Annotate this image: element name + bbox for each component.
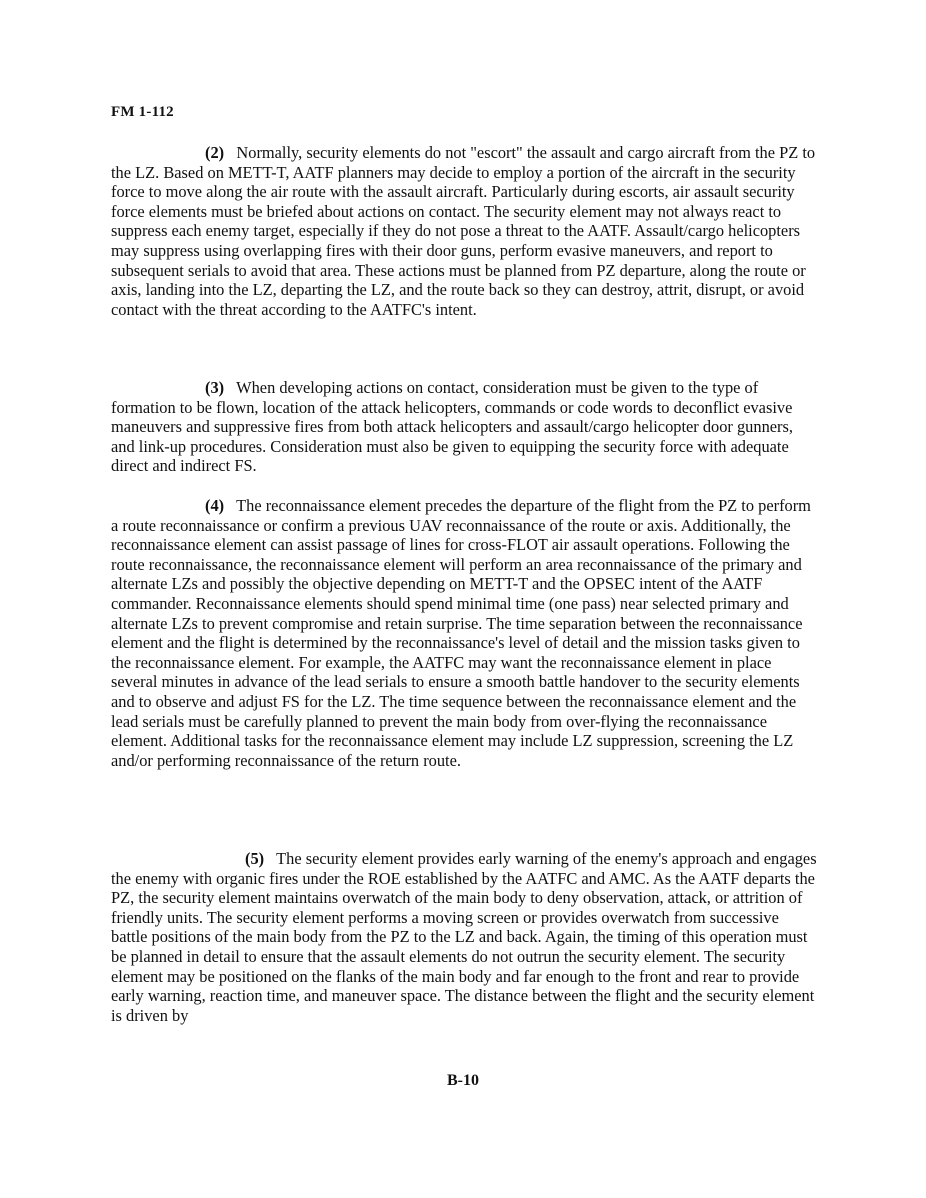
paragraph-5 — [111, 849, 817, 1025]
paragraph-text: Normally, security elements do not "escort" the assault and cargo aircraft from the PZ to the LZ. Based on METT-T, AATF planners may decide to employ a portion of the aircraft in the security force to move along the air route with the assault aircraft. Particularly during escorts, air assault security force elements must be briefed about actions on contact. The security element may not always react to suppress each enemy target, especially if they do not pose a threat to the AATF. Assault/cargo helicopters may suppress using overlapping fires with their door guns, perform evasive maneuvers, and report to subsequent serials to avoid that area. These actions must be planned from PZ departure, along the route or axis, landing into the LZ, departing the LZ, and the route back so they can destroy, attrit, disrupt, or avoid contact with the threat according to the AATFC's intent. — [111, 143, 816, 319]
paragraph-number: (4) — [205, 496, 225, 515]
paragraph-text: The reconnaissance element precedes the departure of the flight from the PZ to perform a route reconnaissance or confirm a previous UAV reconnaissance of the route or axis. Additionally, the reconnaissance element can assist passage of lines for cross-FLOT air assault operations. Following the route reconnaissance, the reconnaissance element will perform an area reconnaissance of the primary and alternate LZs and possibly the objective depending on METT-T and the OPSEC intent of the AATF commander. Reconnaissance elements should spend minimal time (one pass) near selected primary and alternate LZs to prevent compromise and retain surprise. The time separation between the reconnaissance element and the flight is determined by the reconnaissance's level of detail and the mission tasks given to the reconnaissance element. For example, the AATFC may want the reconnaissance element in place several minutes in advance of the lead serials to ensure a smooth battle handover to the security elements and to observe and adjust FS for the LZ. The time sequence between the reconnaissance element and the lead serials must be carefully planned to prevent the main body from over-flying the reconnaissance element. Additional tasks for the reconnaissance element may include LZ suppression, screening the LZ and/or performing reconnaissance of the return route. — [111, 496, 811, 770]
page-number: B-10 — [447, 1072, 479, 1089]
paragraph-3 — [111, 378, 817, 476]
paragraph-2 — [111, 143, 817, 319]
manual-header: FM 1-112 — [111, 104, 174, 120]
paragraph-text: The security element provides early warning of the enemy's approach and engages the enemy with organic fires under the ROE established by the AATFC and AMC. As the AATF departs the PZ, the security element maintains overwatch of the main body to deny observation, attack, or attrition of friendly units. The security element performs a moving screen or provides overwatch from successive battle positions of the main body from the PZ to the LZ and back. Again, the timing of this operation must be planned in detail to ensure that the assault elements do not outrun the security element. The security element may be positioned on the flanks of the main body and far enough to the front and rear to provide early warning, reaction time, and maneuver space. The distance between the flight and the security element is driven by — [111, 849, 817, 1025]
paragraph-number: (3) — [205, 378, 225, 397]
paragraph-4 — [111, 496, 817, 770]
paragraph-number: (5) — [245, 849, 265, 868]
paragraph-number: (2) — [205, 143, 225, 162]
paragraph-text: When developing actions on contact, consideration must be given to the type of formation to be flown, location of the attack helicopters, commands or code words to deconflict evasive maneuvers and suppressive fires from both attack helicopters and assault/cargo helicopter door gunners, and link-up procedures. Consideration must also be given to equipping the security force with adequate direct and indirect FS. — [111, 378, 793, 476]
